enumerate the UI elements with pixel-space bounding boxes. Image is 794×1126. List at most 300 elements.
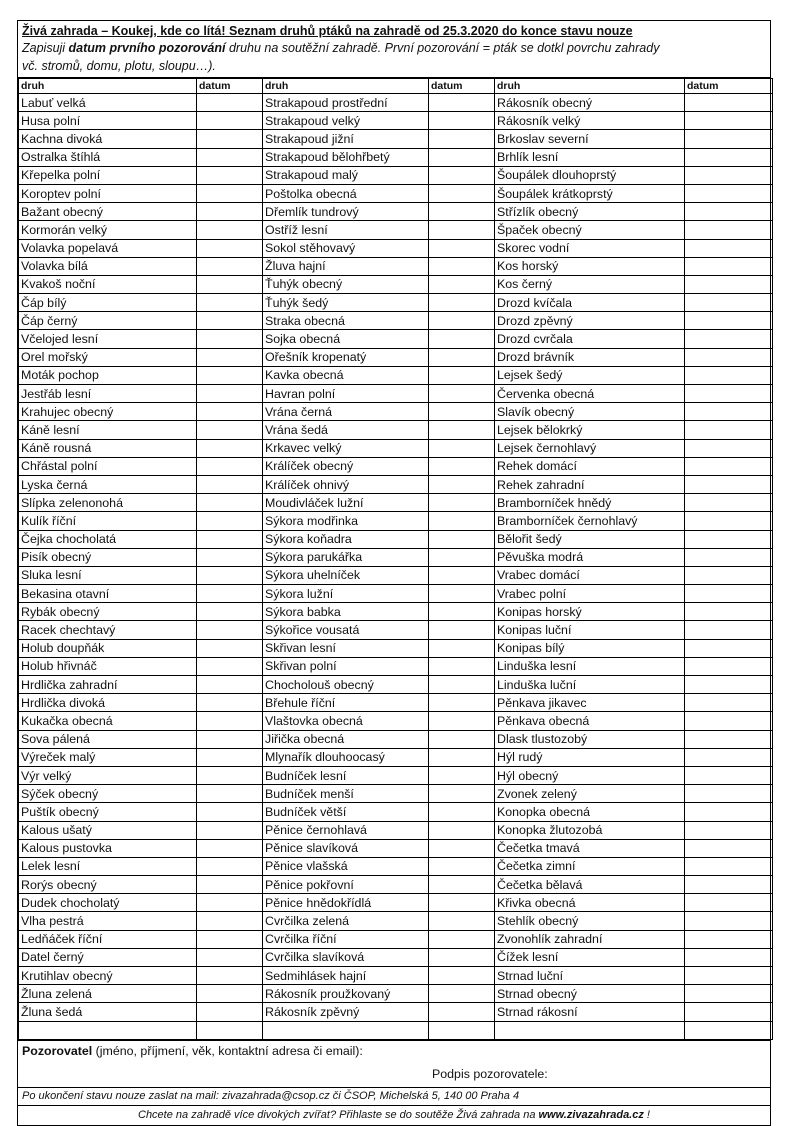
species-cell: Bekasina otavní xyxy=(19,585,197,603)
species-cell: Sýkora uhelníček xyxy=(263,566,429,584)
date-cell[interactable] xyxy=(197,657,263,675)
table-row xyxy=(19,912,773,930)
species-cell: Rákosník velký xyxy=(495,112,685,130)
species-cell: Strakapoud velký xyxy=(263,112,429,130)
date-cell[interactable] xyxy=(685,748,773,766)
date-cell[interactable] xyxy=(685,876,773,894)
species-cell: Vrána černá xyxy=(263,403,429,421)
species-cell: Drozd kvíčala xyxy=(495,294,685,312)
date-cell[interactable] xyxy=(685,639,773,657)
date-cell[interactable] xyxy=(685,294,773,312)
date-cell[interactable] xyxy=(197,1021,263,1039)
species-cell: Dudek chocholatý xyxy=(19,894,197,912)
species-cell: Pěnice pokřovní xyxy=(263,876,429,894)
date-cell[interactable] xyxy=(429,475,495,493)
date-cell[interactable] xyxy=(197,894,263,912)
date-cell[interactable] xyxy=(429,948,495,966)
date-cell[interactable] xyxy=(197,475,263,493)
date-cell[interactable] xyxy=(197,457,263,475)
date-cell[interactable] xyxy=(685,676,773,694)
date-cell[interactable] xyxy=(685,385,773,403)
species-cell: Hrdlička divoká xyxy=(19,694,197,712)
table-row xyxy=(19,203,773,221)
date-cell[interactable] xyxy=(429,294,495,312)
table-row xyxy=(19,475,773,493)
date-cell[interactable] xyxy=(685,257,773,275)
date-cell[interactable] xyxy=(685,548,773,566)
date-cell[interactable] xyxy=(685,894,773,912)
species-cell: Linduška lesní xyxy=(495,657,685,675)
date-cell[interactable] xyxy=(429,130,495,148)
date-cell[interactable] xyxy=(685,312,773,330)
species-cell: Konipas horský xyxy=(495,603,685,621)
date-cell[interactable] xyxy=(429,494,495,512)
species-cell: Lelek lesní xyxy=(19,857,197,875)
table-row xyxy=(19,785,773,803)
date-cell[interactable] xyxy=(197,748,263,766)
date-cell[interactable] xyxy=(685,94,773,112)
date-cell[interactable] xyxy=(429,221,495,239)
species-cell: Výr velký xyxy=(19,766,197,784)
date-cell[interactable] xyxy=(429,366,495,384)
species-cell: Břehule říční xyxy=(263,694,429,712)
table-row xyxy=(19,694,773,712)
species-cell: Krkavec velký xyxy=(263,439,429,457)
date-cell[interactable] xyxy=(685,803,773,821)
table-row xyxy=(19,439,773,457)
instructions-line-2: vč. stromů, domu, plotu, sloupu…). xyxy=(22,59,216,73)
date-cell[interactable] xyxy=(685,512,773,530)
date-cell[interactable] xyxy=(429,385,495,403)
date-cell[interactable] xyxy=(685,566,773,584)
date-cell[interactable] xyxy=(197,421,263,439)
species-cell: Rákosník zpěvný xyxy=(263,1003,429,1021)
date-cell[interactable] xyxy=(197,694,263,712)
date-cell[interactable] xyxy=(685,967,773,985)
species-cell: Pěnkava obecná xyxy=(495,712,685,730)
date-cell[interactable] xyxy=(429,585,495,603)
date-cell[interactable] xyxy=(197,312,263,330)
date-cell[interactable] xyxy=(197,967,263,985)
species-cell: Strakapoud prostřední xyxy=(263,94,429,112)
table-row xyxy=(19,621,773,639)
date-cell[interactable] xyxy=(429,712,495,730)
date-cell[interactable] xyxy=(197,730,263,748)
species-cell: Chřástal polní xyxy=(19,457,197,475)
date-cell[interactable] xyxy=(685,348,773,366)
species-cell: Moták pochop xyxy=(19,366,197,384)
date-cell[interactable] xyxy=(197,275,263,293)
date-cell[interactable] xyxy=(429,530,495,548)
date-cell[interactable] xyxy=(685,930,773,948)
date-cell[interactable] xyxy=(429,439,495,457)
signature-label: Podpis pozorovatele: xyxy=(432,1066,548,1081)
date-cell[interactable] xyxy=(429,312,495,330)
date-cell[interactable] xyxy=(197,403,263,421)
date-cell[interactable] xyxy=(685,130,773,148)
date-cell[interactable] xyxy=(685,184,773,202)
date-cell[interactable] xyxy=(197,130,263,148)
species-cell: Káně rousná xyxy=(19,439,197,457)
date-cell[interactable] xyxy=(197,930,263,948)
date-cell[interactable] xyxy=(429,330,495,348)
species-cell: Čejka chocholatá xyxy=(19,530,197,548)
date-cell[interactable] xyxy=(197,184,263,202)
date-cell[interactable] xyxy=(197,985,263,1003)
date-cell[interactable] xyxy=(197,548,263,566)
species-cell: Sokol stěhovavý xyxy=(263,239,429,257)
date-cell[interactable] xyxy=(197,857,263,875)
species-cell: Hýl rudý xyxy=(495,748,685,766)
date-cell[interactable] xyxy=(429,657,495,675)
table-row xyxy=(19,639,773,657)
table-row xyxy=(19,985,773,1003)
species-cell: Strakapoud jižní xyxy=(263,130,429,148)
date-cell[interactable] xyxy=(429,421,495,439)
date-cell[interactable] xyxy=(197,439,263,457)
date-cell[interactable] xyxy=(429,839,495,857)
date-cell[interactable] xyxy=(197,203,263,221)
date-cell[interactable] xyxy=(197,330,263,348)
species-cell: Červenka obecná xyxy=(495,385,685,403)
species-cell: Linduška luční xyxy=(495,676,685,694)
date-cell[interactable] xyxy=(197,94,263,112)
species-cell: Strnad obecný xyxy=(495,985,685,1003)
date-cell[interactable] xyxy=(197,385,263,403)
date-cell[interactable] xyxy=(197,766,263,784)
species-cell: Konopka obecná xyxy=(495,803,685,821)
instructions-intro: Zapisuji xyxy=(22,41,69,55)
species-cell: Krahujec obecný xyxy=(19,403,197,421)
species-cell: Včelojed lesní xyxy=(19,330,197,348)
table-row xyxy=(19,257,773,275)
species-cell: Pěnkava jikavec xyxy=(495,694,685,712)
species-cell: Špaček obecný xyxy=(495,221,685,239)
species-cell: Hrdlička zahradní xyxy=(19,676,197,694)
date-cell[interactable] xyxy=(685,657,773,675)
date-cell[interactable] xyxy=(197,621,263,639)
table-row xyxy=(19,512,773,530)
date-cell[interactable] xyxy=(197,166,263,184)
species-cell: Pěnice slavíková xyxy=(263,839,429,857)
table-row xyxy=(19,857,773,875)
date-cell[interactable] xyxy=(685,403,773,421)
date-cell[interactable] xyxy=(429,803,495,821)
species-cell: Vlaštovka obecná xyxy=(263,712,429,730)
species-cell: Čáp černý xyxy=(19,312,197,330)
date-cell[interactable] xyxy=(197,876,263,894)
date-cell[interactable] xyxy=(429,876,495,894)
species-cell: Husa polní xyxy=(19,112,197,130)
species-cell: Poštolka obecná xyxy=(263,184,429,202)
date-cell[interactable] xyxy=(197,494,263,512)
website-link[interactable]: www.zivazahrada.cz xyxy=(538,1108,644,1121)
species-cell xyxy=(19,1021,197,1039)
date-cell[interactable] xyxy=(685,694,773,712)
species-cell: Čečetka zimní xyxy=(495,857,685,875)
date-cell[interactable] xyxy=(685,603,773,621)
species-cell: Kalous pustovka xyxy=(19,839,197,857)
species-cell: Ledňáček říční xyxy=(19,930,197,948)
species-cell: Racek chechtavý xyxy=(19,621,197,639)
date-cell[interactable] xyxy=(685,494,773,512)
species-cell: Sova pálená xyxy=(19,730,197,748)
date-cell[interactable] xyxy=(429,457,495,475)
column-header-species: druh xyxy=(263,79,429,94)
column-header-date: datum xyxy=(197,79,263,94)
date-cell[interactable] xyxy=(197,676,263,694)
date-cell[interactable] xyxy=(197,585,263,603)
date-cell[interactable] xyxy=(197,712,263,730)
date-cell[interactable] xyxy=(685,985,773,1003)
observer-label-bold: Pozorovatel xyxy=(22,1043,93,1058)
species-cell: Vrabec polní xyxy=(495,585,685,603)
date-cell[interactable] xyxy=(197,948,263,966)
date-cell[interactable] xyxy=(197,221,263,239)
date-cell[interactable] xyxy=(197,348,263,366)
species-cell xyxy=(495,1021,685,1039)
invite-text: Chcete na zahradě více divokých zvířat? Přihlaste se do soutěže Živá zahrada na xyxy=(138,1108,539,1121)
species-cell: Stehlík obecný xyxy=(495,912,685,930)
species-cell: Chocholouš obecný xyxy=(263,676,429,694)
species-cell: Šoupálek krátkoprstý xyxy=(495,184,685,202)
observer-section xyxy=(18,1040,770,1087)
date-cell[interactable] xyxy=(197,294,263,312)
date-cell[interactable] xyxy=(685,203,773,221)
invite-line xyxy=(18,1105,770,1125)
species-cell: Bažant obecný xyxy=(19,203,197,221)
date-cell[interactable] xyxy=(685,330,773,348)
species-cell: Kormorán velký xyxy=(19,221,197,239)
date-cell[interactable] xyxy=(685,457,773,475)
species-cell: Vrána šedá xyxy=(263,421,429,439)
date-cell[interactable] xyxy=(685,148,773,166)
table-row xyxy=(19,1021,773,1039)
species-cell: Konipas bílý xyxy=(495,639,685,657)
species-cell: Drozd brávník xyxy=(495,348,685,366)
date-cell[interactable] xyxy=(429,894,495,912)
species-cell: Pěnice černohlavá xyxy=(263,821,429,839)
species-cell: Lejsek bělokrký xyxy=(495,421,685,439)
species-cell: Lyska černá xyxy=(19,475,197,493)
date-cell[interactable] xyxy=(685,221,773,239)
date-cell[interactable] xyxy=(685,166,773,184)
table-header-row xyxy=(19,79,773,94)
date-cell[interactable] xyxy=(429,566,495,584)
table-row xyxy=(19,548,773,566)
species-cell: Mlynařík dlouhoocasý xyxy=(263,748,429,766)
table-row xyxy=(19,457,773,475)
table-row xyxy=(19,148,773,166)
species-cell: Havran polní xyxy=(263,385,429,403)
table-row xyxy=(19,403,773,421)
date-cell[interactable] xyxy=(197,112,263,130)
date-cell[interactable] xyxy=(685,585,773,603)
date-cell[interactable] xyxy=(429,857,495,875)
date-cell[interactable] xyxy=(429,275,495,293)
date-cell[interactable] xyxy=(197,366,263,384)
table-row xyxy=(19,530,773,548)
date-cell[interactable] xyxy=(685,839,773,857)
species-cell: Holub doupňák xyxy=(19,639,197,657)
species-cell: Sojka obecná xyxy=(263,330,429,348)
species-cell: Datel černý xyxy=(19,948,197,966)
date-cell[interactable] xyxy=(429,239,495,257)
species-cell: Koroptev polní xyxy=(19,184,197,202)
table-row xyxy=(19,166,773,184)
table-row xyxy=(19,294,773,312)
date-cell[interactable] xyxy=(429,766,495,784)
date-cell[interactable] xyxy=(197,148,263,166)
date-cell[interactable] xyxy=(685,857,773,875)
date-cell[interactable] xyxy=(685,712,773,730)
table-row xyxy=(19,221,773,239)
species-cell: Šoupálek dlouhoprstý xyxy=(495,166,685,184)
date-cell[interactable] xyxy=(429,1021,495,1039)
table-row xyxy=(19,275,773,293)
date-cell[interactable] xyxy=(429,1003,495,1021)
species-cell: Čáp bílý xyxy=(19,294,197,312)
species-cell: Sýkořice vousatá xyxy=(263,621,429,639)
table-row xyxy=(19,312,773,330)
species-cell: Křepelka polní xyxy=(19,166,197,184)
date-cell[interactable] xyxy=(685,275,773,293)
species-cell: Ťuhýk obecný xyxy=(263,275,429,293)
table-row xyxy=(19,130,773,148)
species-cell: Dlask tlustozobý xyxy=(495,730,685,748)
date-cell[interactable] xyxy=(429,730,495,748)
date-cell[interactable] xyxy=(429,912,495,930)
species-cell: Ostralka štíhlá xyxy=(19,148,197,166)
species-cell: Strnad rákosní xyxy=(495,1003,685,1021)
species-cell: Cvrčilka slavíková xyxy=(263,948,429,966)
species-cell: Bramborníček hnědý xyxy=(495,494,685,512)
table-row xyxy=(19,348,773,366)
date-cell[interactable] xyxy=(197,512,263,530)
date-cell[interactable] xyxy=(429,821,495,839)
date-cell[interactable] xyxy=(685,912,773,930)
date-cell[interactable] xyxy=(685,475,773,493)
date-cell[interactable] xyxy=(197,803,263,821)
species-cell: Konipas luční xyxy=(495,621,685,639)
date-cell[interactable] xyxy=(429,112,495,130)
date-cell[interactable] xyxy=(429,694,495,712)
species-cell: Budníček lesní xyxy=(263,766,429,784)
species-cell: Sýkora parukářka xyxy=(263,548,429,566)
date-cell[interactable] xyxy=(429,94,495,112)
date-cell[interactable] xyxy=(197,1003,263,1021)
species-cell: Slavík obecný xyxy=(495,403,685,421)
sheet-header xyxy=(18,21,770,78)
date-cell[interactable] xyxy=(197,839,263,857)
date-cell[interactable] xyxy=(685,821,773,839)
date-cell[interactable] xyxy=(685,730,773,748)
date-cell[interactable] xyxy=(685,1021,773,1039)
date-cell[interactable] xyxy=(197,239,263,257)
species-cell: Volavka popelavá xyxy=(19,239,197,257)
date-cell[interactable] xyxy=(429,785,495,803)
date-cell[interactable] xyxy=(685,948,773,966)
table-row xyxy=(19,585,773,603)
date-cell[interactable] xyxy=(429,985,495,1003)
species-cell: Skřivan lesní xyxy=(263,639,429,657)
date-cell[interactable] xyxy=(685,439,773,457)
date-cell[interactable] xyxy=(429,930,495,948)
date-cell[interactable] xyxy=(429,203,495,221)
date-cell[interactable] xyxy=(429,512,495,530)
date-cell[interactable] xyxy=(197,530,263,548)
date-cell[interactable] xyxy=(685,112,773,130)
species-cell: Rákosník proužkovaný xyxy=(263,985,429,1003)
date-cell[interactable] xyxy=(685,766,773,784)
date-cell[interactable] xyxy=(429,184,495,202)
table-row xyxy=(19,603,773,621)
species-cell: Moudivláček lužní xyxy=(263,494,429,512)
table-row xyxy=(19,385,773,403)
table-row xyxy=(19,712,773,730)
date-cell[interactable] xyxy=(429,603,495,621)
species-cell: Rorýs obecný xyxy=(19,876,197,894)
date-cell[interactable] xyxy=(429,348,495,366)
species-cell: Žluna zelená xyxy=(19,985,197,1003)
date-cell[interactable] xyxy=(685,530,773,548)
species-cell: Konopka žlutozobá xyxy=(495,821,685,839)
species-cell: Kachna divoká xyxy=(19,130,197,148)
date-cell[interactable] xyxy=(429,166,495,184)
species-cell: Drozd cvrčala xyxy=(495,330,685,348)
date-cell[interactable] xyxy=(197,785,263,803)
species-cell: Králíček ohnivý xyxy=(263,475,429,493)
date-cell[interactable] xyxy=(197,639,263,657)
species-cell: Volavka bílá xyxy=(19,257,197,275)
species-cell: Sluka lesní xyxy=(19,566,197,584)
species-cell: Zvonek zelený xyxy=(495,785,685,803)
species-cell: Skřivan polní xyxy=(263,657,429,675)
date-cell[interactable] xyxy=(685,621,773,639)
date-cell[interactable] xyxy=(685,366,773,384)
date-cell[interactable] xyxy=(429,257,495,275)
species-cell: Brhlík lesní xyxy=(495,148,685,166)
species-cell: Ťuhýk šedý xyxy=(263,294,429,312)
date-cell[interactable] xyxy=(429,403,495,421)
date-cell[interactable] xyxy=(429,967,495,985)
date-cell[interactable] xyxy=(429,748,495,766)
date-cell[interactable] xyxy=(197,603,263,621)
date-cell[interactable] xyxy=(429,621,495,639)
date-cell[interactable] xyxy=(429,148,495,166)
date-cell[interactable] xyxy=(685,239,773,257)
species-cell: Jiřička obecná xyxy=(263,730,429,748)
table-row xyxy=(19,930,773,948)
table-row xyxy=(19,239,773,257)
date-cell[interactable] xyxy=(685,1003,773,1021)
date-cell[interactable] xyxy=(429,639,495,657)
date-cell[interactable] xyxy=(429,676,495,694)
date-cell[interactable] xyxy=(429,548,495,566)
species-cell: Jestřáb lesní xyxy=(19,385,197,403)
date-cell[interactable] xyxy=(197,821,263,839)
date-cell[interactable] xyxy=(685,421,773,439)
date-cell[interactable] xyxy=(685,785,773,803)
table-row xyxy=(19,821,773,839)
date-cell[interactable] xyxy=(197,566,263,584)
date-cell[interactable] xyxy=(197,912,263,930)
bird-survey-sheet xyxy=(17,20,771,1126)
species-cell: Hýl obecný xyxy=(495,766,685,784)
species-cell: Sýkora koňadra xyxy=(263,530,429,548)
species-cell: Dřemlík tundrový xyxy=(263,203,429,221)
date-cell[interactable] xyxy=(197,257,263,275)
